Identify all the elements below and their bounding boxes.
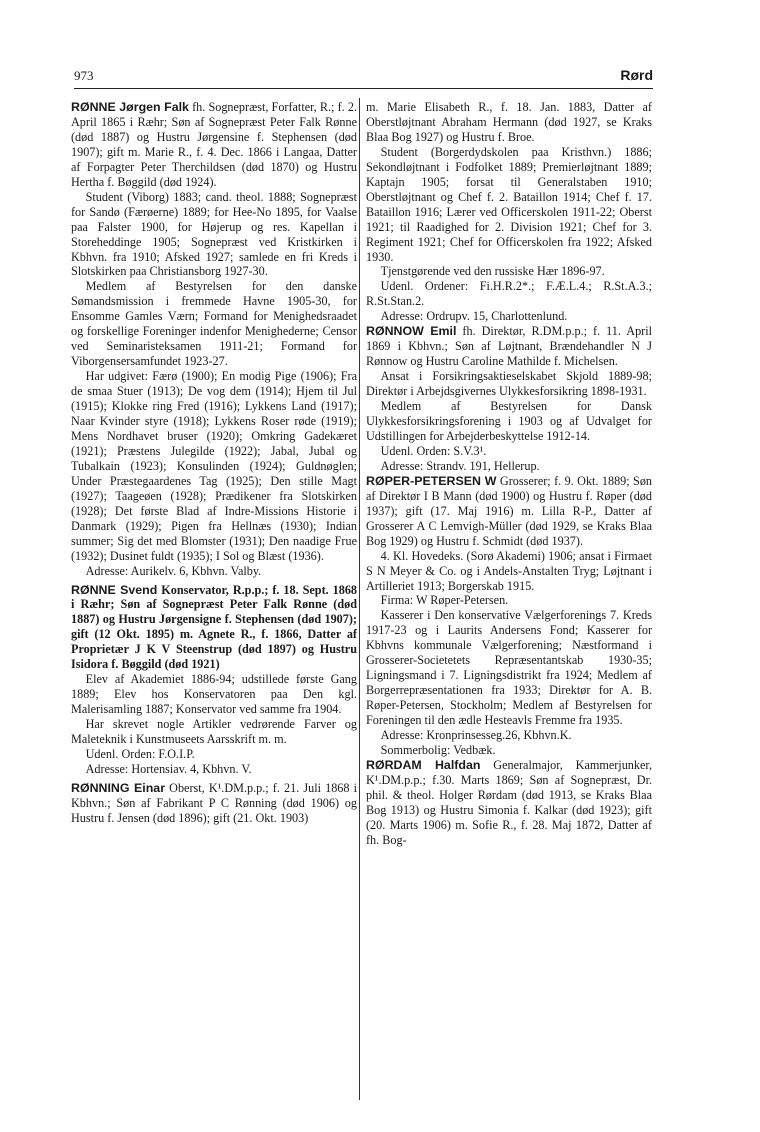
entry-paragraph: Elev af Akademiet 1886-94; udstillede første Gang 1889; Elev hos Konservatoren paa Den kgl. Malerisamling 1887; Konservator ved samme fra 1904. xyxy=(71,672,357,717)
entry-paragraph: RØNNE Jørgen Falk fh. Sognepræst, Forfatter, R.; f. 2. April 1865 i Ræhr; Søn af Sognepræst Peter Falk Rønne (død 1887) og Hustru Jørgensine f. Stephensen (død 1907); gift m. Marie R., f. 4. Dec. 1866 i Langaa, Datter af Forpagter Peter Therchildsen (død 1870) og Hustru Hertha f. Bøggild (død 1924). xyxy=(71,100,357,189)
entry-name: RØNNE Jørgen Falk xyxy=(71,100,189,114)
running-head: Rørd xyxy=(620,67,653,83)
entry-paragraph: Har udgivet: Færø (1900); En modig Pige (1906); Fra de smaa Stuer (1913); De vog dem (1914); Hjem til Jul (1915); Klokke ring Fred (1916); Lykkens Land (1917); Naar Kvinder styre (1918); Lykkens Roser røde (1919); Mens Nordhavet bruser (1920); Omkring Gadekæret (1921); Præstens Julegilde (1922); Jabal, Jubal og Tubalkain (1923); Konsulinden (1924); Guldnøglen; Under Præstegaardenes Tag (1925); Den stille Magt (1927); Taageøen (1928); Prædikener fra Slotskirken (1928); Det første Blad af Indre-Missions Historie i Danmark (1929); Pigen fra Hellnæs (1930); Indian summer; Sig det med Blomster (1931); Den naadige Frue (1932); Dusinet fuldt (1935); I Sol og Blæst (1936). xyxy=(71,369,357,563)
entry-paragraph: Student (Viborg) 1883; cand. theol. 1888; Sognepræst for Sandø (Færøerne) 1889; for Hee-No 1895, for Vaalse paa Falster 1900, for Højerup og res. Kapellan i Storeheddinge 1905; Sognepræst ved Kristkirken i Kbhvn. fra 1910; Afsked 1927; samlede en fri Kreds i Slotskirken paa Christiansborg 1927-30. xyxy=(71,189,357,279)
entry-paragraph: Har skrevet nogle Artikler vedrørende Farver og Maleteknik i Kunstmuseets Aarsskrift m. m. xyxy=(71,717,357,747)
entry-paragraph: RØRDAM Halfdan Generalmajor, Kammerjunker, K¹.DM.p.p.; f.30. Marts 1869; Søn af Sognepræst, Dr. phil. & theol. Holger Rørdam (død 1913, se Kraks Blaa Bog 1913) og Hustru Simonia f. Kalkar (død 1923); gift (20. Marts 1906) m. Sofie R., f. 28. Maj 1872, Datter af fh. Bog- xyxy=(366,757,653,847)
entry-roper-petersen-w xyxy=(366,474,652,758)
entry-orders: Udenl. Ordener: Fi.H.R.2*.; F.Æ.L.4.; R.St.A.3.; R.St.Stan.2. xyxy=(366,279,652,309)
entry-name: RØNNE Svend xyxy=(71,582,158,597)
entry-paragraph: Medlem af Bestyrelsen for Dansk Ulykkesforsikringsforening i 1903 og af Udvalget for Udstillingen for Arbejderbeskyttelse 1912-14. xyxy=(366,399,652,443)
entry-paragraph: 4. Kl. Hovedeks. (Sorø Akademi) 1906; ansat i Firmaet S N Meyer & Co. og i Andels-Anstalten Tryg; Løjtnant i Artilleriet 1913; Borgerskab 1915. xyxy=(366,548,652,593)
left-column xyxy=(71,100,357,826)
entry-summer-residence: Sommerbolig: Vedbæk. xyxy=(380,742,496,757)
entry-ronne-jorgen-falk xyxy=(71,100,357,579)
entry-paragraph: RØNNING Einar Oberst, K¹.DM.p.p.; f. 21. Juli 1868 i Kbhvn.; Søn af Fabrikant P C Rønning (død 1906) og Hustru f. Jensen (død 1896); gift (21. Okt. 1903) xyxy=(71,780,357,825)
entry-orders: Udenl. Orden: F.O.I.P. xyxy=(85,746,195,761)
entry-paragraph: RØNNOW Emil fh. Direktør, R.DM.p.p.; f. 11. April 1869 i Kbhvn.; Søn af Løjtnant, Brændehandler N J Rønnow og Hustru Caroline Mathilde f. Michelsen. xyxy=(366,324,653,369)
entry-name: RØRDAM Halfdan xyxy=(366,757,481,772)
entry-name: RØPER-PETERSEN W xyxy=(366,473,497,488)
page-header xyxy=(74,66,653,89)
right-column xyxy=(366,100,652,848)
entry-paragraph: Kasserer i Den konservative Vælgerforenings 7. Kreds 1917-23 og i Laurits Andersens Fond; Kasserer for Kbhvns kommunale Vælgerforening; Næstformand i Grosserer-Societetets Repræsentantskab 1930-35; Ligningsmand i 7. Ligningsdistrikt fra 1924; Medlem af Borgerrepræsentationen fra 1933; Direktør for A. B. Røper-Petersen, Stockholm; Medlem af Bestyrelsen for Foreningen til den ædle Hesteavls Fremme fra 1935. xyxy=(366,608,652,728)
entry-paragraph: Student (Borgerdydskolen paa Kristhvn.) 1886; Sekondløjtnant i Fodfolket 1889; Premierløjtnant 1889; Kaptajn 1905; forsat til Generalstaben 1910; Oberstløjtnant og Chef f. 2. Bataillon 1914; Chef f. 17. Bataillon 1916; Lærer ved Officerskolen 1911-22; Oberst 1921; til Raadighed for 2. Division 1921; Chef for 3. Regiment 1921; Chef for Officerskolen fra 1922; Afsked 1930. xyxy=(366,144,652,264)
entry-address: Adresse: Strandv. 191, Hellerup. xyxy=(380,458,540,473)
entry-address: Adresse: Kronprinsesseg.26, Kbhvn.K. xyxy=(380,728,572,743)
entry-ronning-einar-continued xyxy=(366,100,652,324)
entry-paragraph: Tjenstgørende ved den russiske Hær 1896-97. xyxy=(380,264,605,279)
page-number: 973 xyxy=(74,68,94,83)
entry-ronnow-emil xyxy=(366,324,652,474)
entry-firm: Firma: W Røper-Petersen. xyxy=(380,593,509,608)
entry-address: Adresse: Aurikelv. 6, Kbhvn. Valby. xyxy=(85,563,262,578)
entry-name: RØNNOW Emil xyxy=(366,324,457,339)
entry-address: Adresse: Ordrupv. 15, Charlottenlund. xyxy=(380,309,568,324)
entry-orders: Udenl. Orden: S.V.3¹. xyxy=(380,443,487,458)
column-divider xyxy=(359,98,360,1100)
entry-ronne-svend xyxy=(71,583,357,777)
entry-rordam-halfdan xyxy=(366,758,652,848)
entry-paragraph: Medlem af Bestyrelsen for den danske Sømandsmission i fremmede Havne 1905-30, for Ensomme Gamles Værn; Formand for Menighedsraadet og forskellige Foreninger indenfor Menighederne; Censor ved Seminaristeksamen 1911-21; Formand for Viborgensersamfundet 1923-27. xyxy=(71,279,357,369)
entry-paragraph: RØPER-PETERSEN W Grosserer; f. 9. Okt. 1889; Søn af Direktør I B Mann (død 1900) og Hustru f. Røper (død 1937); gift (17. Maj 1916) m. Lilla R-P., Datter af Grosserer A C Lemvigh-Müller (død 1929, se Kraks Blaa Bog 1929) og Hustru f. Schmidt (død 1937). xyxy=(366,473,653,548)
entry-paragraph: RØNNE Svend Konservator, R.p.p.; f. 18. Sept. 1868 i Ræhr; Søn af Sognepræst Peter Falk Rønne (død 1887) og Hustru Jørgensigne f. Stephensen (død 1907); gift (12 Okt. 1895) m. Agnete R., f. 1866, Datter af Proprietær J K V Steenstrup (død 1897) og Hustru Isidora f. Bøggild (død 1921) xyxy=(71,582,358,672)
entry-ronning-einar xyxy=(71,781,357,826)
entry-address: Adresse: Hortensiav. 4, Kbhvn. V. xyxy=(85,761,252,776)
entry-paragraph: Ansat i Forsikringsaktieselskabet Skjold 1889-98; Direktør i Arbejdsgivernes Ulykkesforsikring 1898-1931. xyxy=(366,369,652,399)
entry-name: RØNNING Einar xyxy=(71,780,166,795)
entry-paragraph: m. Marie Elisabeth R., f. 18. Jan. 1883, Datter af Oberstløjtnant Abraham Hermann (død 1927, se Kraks Blaa Bog 1927) og Hustru f. Broe. xyxy=(366,100,652,144)
